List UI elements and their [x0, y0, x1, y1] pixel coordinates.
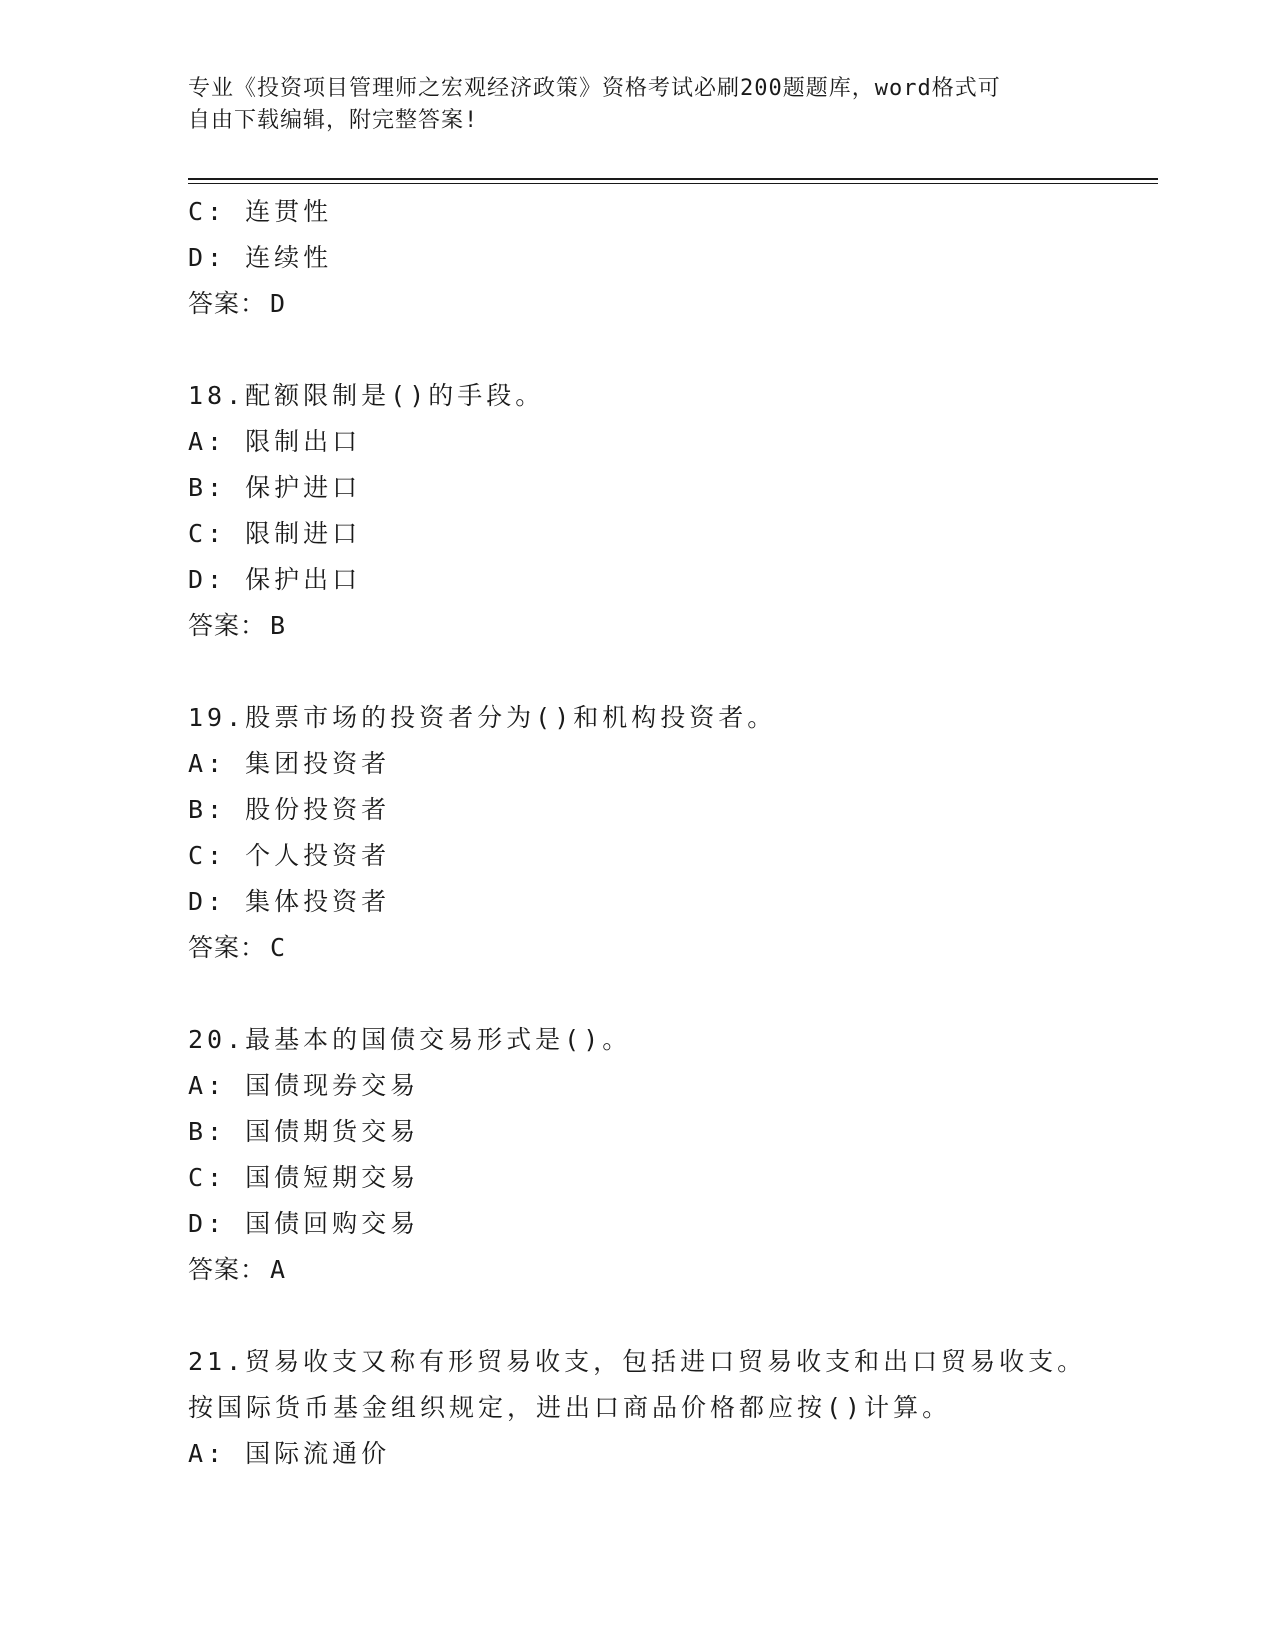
option-c: C: 国债短期交易 — [188, 1163, 420, 1192]
answer-label: 答案： — [188, 289, 267, 318]
option-d: D: 保护出口 — [188, 565, 362, 594]
spacer — [188, 971, 1088, 1017]
question-stem-line-2: 按国际货币基金组织规定，进出口商品价格都应按()计算。 — [188, 1393, 952, 1422]
question-block-18 — [188, 373, 1088, 649]
answer-label: 答案： — [188, 1255, 267, 1284]
option-b: B: 保护进口 — [188, 473, 362, 502]
header-divider-thin — [188, 183, 1158, 184]
spacer — [188, 1293, 1088, 1339]
option-a: A: 限制出口 — [188, 427, 362, 456]
option-b: B: 股份投资者 — [188, 795, 391, 824]
question-block-17 — [188, 189, 1088, 327]
option-a: A: 国际流通价 — [188, 1439, 391, 1468]
spacer — [188, 649, 1088, 695]
option-c: C: 连贯性 — [188, 197, 333, 226]
option-d: D: 连续性 — [188, 243, 333, 272]
question-block-20 — [188, 1017, 1088, 1293]
answer-line — [188, 1247, 1088, 1293]
header-line-1: 专业《投资项目管理师之宏观经济政策》资格考试必刷200题题库，word格式可 — [188, 76, 1001, 101]
option-c: C: 个人投资者 — [188, 841, 391, 870]
option-d: D: 国债回购交易 — [188, 1209, 420, 1238]
answer-value: A — [270, 1255, 287, 1284]
option-b: B: 国债期货交易 — [188, 1117, 420, 1146]
question-stem: 18.配额限制是()的手段。 — [188, 381, 545, 410]
option-d: D: 集体投资者 — [188, 887, 391, 916]
document-header — [188, 73, 1068, 137]
answer-label: 答案： — [188, 611, 267, 640]
answer-line — [188, 603, 1088, 649]
option-c: C: 限制进口 — [188, 519, 362, 548]
question-stem: 20.最基本的国债交易形式是()。 — [188, 1025, 632, 1054]
question-block-21 — [188, 1339, 1088, 1477]
question-stem-line-1: 21.贸易收支又称有形贸易收支，包括进口贸易收支和出口贸易收支。 — [188, 1347, 1087, 1376]
question-block-19 — [188, 695, 1088, 971]
answer-value: B — [270, 611, 287, 640]
answer-value: C — [270, 933, 287, 962]
answer-value: D — [270, 289, 287, 318]
option-a: A: 集团投资者 — [188, 749, 391, 778]
question-content — [188, 189, 1088, 1477]
header-divider-thick — [188, 178, 1158, 180]
answer-line — [188, 925, 1088, 971]
answer-line — [188, 281, 1088, 327]
answer-label: 答案： — [188, 933, 267, 962]
spacer — [188, 327, 1088, 373]
option-a: A: 国债现券交易 — [188, 1071, 420, 1100]
header-line-2: 自由下载编辑，附完整答案! — [188, 108, 479, 133]
question-stem: 19.股票市场的投资者分为()和机构投资者。 — [188, 703, 777, 732]
